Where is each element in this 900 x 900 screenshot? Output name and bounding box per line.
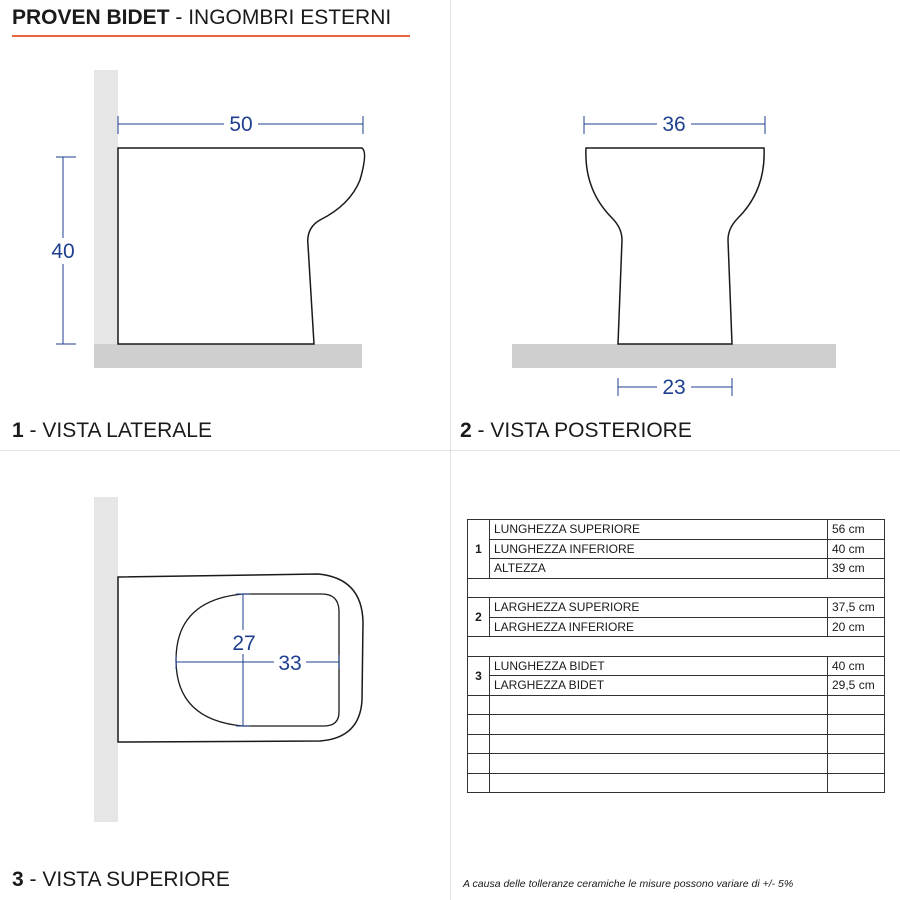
view-number: 2 <box>460 419 472 442</box>
bowl-opening-outline <box>176 594 339 726</box>
table-row <box>468 656 885 676</box>
row-label: LARGHEZZA SUPERIORE <box>490 598 828 618</box>
table-row <box>468 559 885 579</box>
page-subtitle: - INGOMBRI ESTERNI <box>169 6 392 29</box>
table-spacer-row <box>468 578 885 598</box>
row-value: 40 cm <box>828 656 885 676</box>
side-wall <box>94 70 118 348</box>
bidet-side-outline <box>118 148 365 344</box>
row-label: LUNGHEZZA BIDET <box>490 656 828 676</box>
side-height-label: 40 <box>51 240 75 263</box>
row-label: LARGHEZZA BIDET <box>490 676 828 696</box>
row-value: 40 cm <box>828 539 885 559</box>
dimensions-table <box>467 519 885 793</box>
side-view <box>46 70 365 368</box>
bidet-rear-outline <box>586 148 764 344</box>
top-view <box>94 497 363 822</box>
view-label-top <box>12 868 230 892</box>
row-value: 37,5 cm <box>828 598 885 618</box>
table-row <box>468 539 885 559</box>
table-row <box>468 598 885 618</box>
row-label: LUNGHEZZA SUPERIORE <box>490 520 828 540</box>
table-row <box>468 676 885 696</box>
view-number: 1 <box>12 419 24 442</box>
empty-row <box>468 754 885 774</box>
empty-row <box>468 773 885 793</box>
table-row <box>468 520 885 540</box>
rear-floor <box>512 344 836 368</box>
rear-top-width-label: 36 <box>662 113 686 136</box>
table-row <box>468 617 885 637</box>
group-number: 3 <box>468 656 490 695</box>
empty-row <box>468 734 885 754</box>
row-value: 29,5 cm <box>828 676 885 696</box>
empty-row <box>468 695 885 715</box>
top-width-label: 33 <box>278 652 302 675</box>
row-label: ALTEZZA <box>490 559 828 579</box>
side-length-label: 50 <box>229 113 253 136</box>
tolerance-footnote: A causa delle tolleranze ceramiche le misure possono variare di +/- 5% <box>463 878 794 890</box>
table-spacer-row <box>468 637 885 657</box>
group-number: 1 <box>468 520 490 579</box>
top-wall <box>94 497 118 822</box>
empty-row <box>468 715 885 735</box>
view-name: - VISTA LATERALE <box>23 419 212 442</box>
rear-view <box>512 112 836 399</box>
view-name: - VISTA POSTERIORE <box>471 419 692 442</box>
group-number: 2 <box>468 598 490 637</box>
row-value: 56 cm <box>828 520 885 540</box>
view-label-rear <box>460 419 692 443</box>
top-depth-label: 27 <box>232 632 256 655</box>
side-floor <box>94 344 362 368</box>
row-value: 20 cm <box>828 617 885 637</box>
view-name: - VISTA SUPERIORE <box>23 868 230 891</box>
row-label: LUNGHEZZA INFERIORE <box>490 539 828 559</box>
row-value: 39 cm <box>828 559 885 579</box>
rear-base-width-label: 23 <box>662 376 686 399</box>
view-label-side <box>12 419 212 443</box>
view-number: 3 <box>12 868 24 891</box>
row-label: LARGHEZZA INFERIORE <box>490 617 828 637</box>
product-name: PROVEN BIDET <box>12 6 170 29</box>
